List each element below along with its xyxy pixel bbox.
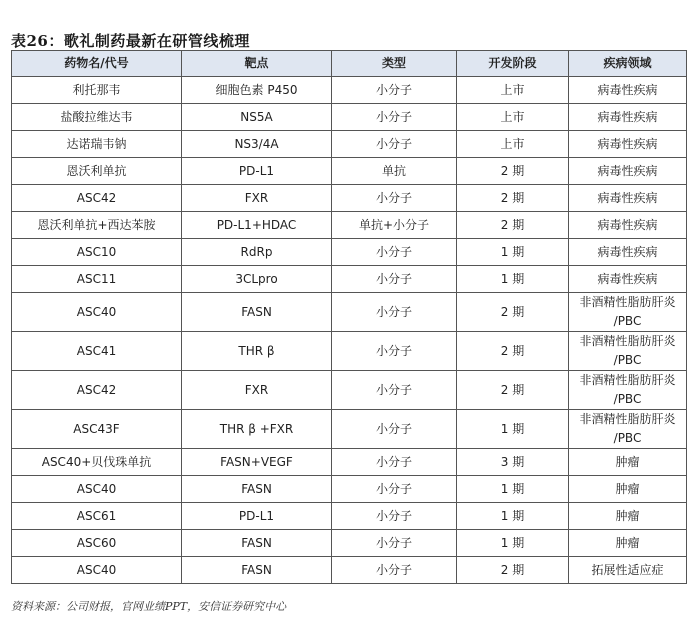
- cell-target: FXR: [182, 371, 332, 410]
- cell-type: 小分子: [332, 239, 457, 266]
- table-title: 表26：歌礼制药最新在研管线梳理: [11, 32, 250, 50]
- cell-disease-area: 肿瘤: [569, 449, 687, 476]
- source-note: 资料来源：公司财报，官网业绩PPT，安信证券研究中心: [11, 600, 287, 613]
- cell-target: NS3/4A: [182, 131, 332, 158]
- cell-disease-area: 非酒精性脂肪肝炎 /PBC: [569, 332, 687, 371]
- cell-disease-area: 病毒性疾病: [569, 104, 687, 131]
- cell-stage: 2 期: [457, 293, 569, 332]
- table-row: [12, 530, 687, 557]
- header-type: 类型: [332, 51, 457, 77]
- table-row: [12, 239, 687, 266]
- cell-drug-name: ASC40: [12, 293, 182, 332]
- table-row: [12, 449, 687, 476]
- table-row: [12, 131, 687, 158]
- table-row: [12, 503, 687, 530]
- cell-type: 小分子: [332, 332, 457, 371]
- cell-stage: 1 期: [457, 530, 569, 557]
- cell-disease-area: 拓展性适应症: [569, 557, 687, 584]
- cell-type: 单抗: [332, 158, 457, 185]
- cell-drug-name: ASC11: [12, 266, 182, 293]
- cell-type: 小分子: [332, 476, 457, 503]
- cell-stage: 2 期: [457, 158, 569, 185]
- cell-disease-area: 病毒性疾病: [569, 131, 687, 158]
- table-row: [12, 410, 687, 449]
- cell-drug-name: ASC43F: [12, 410, 182, 449]
- table-row: [12, 212, 687, 239]
- table-row: [12, 371, 687, 410]
- cell-type: 小分子: [332, 503, 457, 530]
- cell-stage: 1 期: [457, 503, 569, 530]
- cell-target: 细胞色素 P450: [182, 77, 332, 104]
- table-row: [12, 266, 687, 293]
- cell-drug-name: ASC40: [12, 476, 182, 503]
- cell-disease-area: 非酒精性脂肪肝炎 /PBC: [569, 371, 687, 410]
- cell-disease-area: 病毒性疾病: [569, 266, 687, 293]
- cell-disease-area: 病毒性疾病: [569, 239, 687, 266]
- header-drug-name: 药物名/代号: [12, 51, 182, 77]
- table-row: [12, 332, 687, 371]
- cell-type: 小分子: [332, 530, 457, 557]
- cell-disease-area: 非酒精性脂肪肝炎 /PBC: [569, 410, 687, 449]
- header-disease-area: 疾病领域: [569, 51, 687, 77]
- cell-type: 小分子: [332, 449, 457, 476]
- cell-type: 小分子: [332, 557, 457, 584]
- cell-stage: 上市: [457, 77, 569, 104]
- cell-stage: 1 期: [457, 266, 569, 293]
- cell-target: NS5A: [182, 104, 332, 131]
- table-header-row: [12, 51, 687, 77]
- cell-target: FXR: [182, 185, 332, 212]
- cell-drug-name: ASC42: [12, 371, 182, 410]
- cell-drug-name: ASC42: [12, 185, 182, 212]
- cell-stage: 2 期: [457, 185, 569, 212]
- table-row: [12, 557, 687, 584]
- cell-type: 小分子: [332, 185, 457, 212]
- cell-disease-area: 肿瘤: [569, 476, 687, 503]
- cell-drug-name: ASC40: [12, 557, 182, 584]
- cell-type: 单抗+小分子: [332, 212, 457, 239]
- cell-target: THR β +FXR: [182, 410, 332, 449]
- cell-target: PD-L1+HDAC: [182, 212, 332, 239]
- table-row: [12, 185, 687, 212]
- cell-drug-name: 恩沃利单抗+西达苯胺: [12, 212, 182, 239]
- cell-drug-name: ASC10: [12, 239, 182, 266]
- cell-target: FASN: [182, 293, 332, 332]
- cell-target: 3CLpro: [182, 266, 332, 293]
- cell-target: FASN: [182, 557, 332, 584]
- table-body: [12, 77, 687, 584]
- cell-target: PD-L1: [182, 503, 332, 530]
- cell-stage: 2 期: [457, 371, 569, 410]
- cell-stage: 1 期: [457, 410, 569, 449]
- cell-target: THR β: [182, 332, 332, 371]
- cell-stage: 3 期: [457, 449, 569, 476]
- cell-type: 小分子: [332, 371, 457, 410]
- table-row: [12, 77, 687, 104]
- header-stage: 开发阶段: [457, 51, 569, 77]
- cell-disease-area: 病毒性疾病: [569, 212, 687, 239]
- cell-drug-name: ASC41: [12, 332, 182, 371]
- table-row: [12, 476, 687, 503]
- pipeline-table: [11, 50, 687, 584]
- cell-drug-name: 盐酸拉维达韦: [12, 104, 182, 131]
- cell-stage: 1 期: [457, 239, 569, 266]
- cell-stage: 上市: [457, 131, 569, 158]
- cell-disease-area: 肿瘤: [569, 530, 687, 557]
- cell-type: 小分子: [332, 293, 457, 332]
- cell-target: RdRp: [182, 239, 332, 266]
- cell-disease-area: 非酒精性脂肪肝炎 /PBC: [569, 293, 687, 332]
- cell-stage: 上市: [457, 104, 569, 131]
- cell-drug-name: 利托那韦: [12, 77, 182, 104]
- cell-drug-name: 恩沃利单抗: [12, 158, 182, 185]
- cell-drug-name: ASC60: [12, 530, 182, 557]
- cell-disease-area: 病毒性疾病: [569, 77, 687, 104]
- cell-drug-name: 达诺瑞韦钠: [12, 131, 182, 158]
- cell-drug-name: ASC40+贝伐珠单抗: [12, 449, 182, 476]
- cell-target: FASN: [182, 476, 332, 503]
- cell-target: FASN: [182, 530, 332, 557]
- cell-disease-area: 病毒性疾病: [569, 158, 687, 185]
- table-row: [12, 293, 687, 332]
- cell-type: 小分子: [332, 77, 457, 104]
- cell-drug-name: ASC61: [12, 503, 182, 530]
- header-target: 靶点: [182, 51, 332, 77]
- cell-target: PD-L1: [182, 158, 332, 185]
- cell-target: FASN+VEGF: [182, 449, 332, 476]
- cell-stage: 2 期: [457, 557, 569, 584]
- table-row: [12, 158, 687, 185]
- table-row: [12, 104, 687, 131]
- cell-type: 小分子: [332, 131, 457, 158]
- cell-stage: 2 期: [457, 212, 569, 239]
- cell-disease-area: 病毒性疾病: [569, 185, 687, 212]
- cell-stage: 1 期: [457, 476, 569, 503]
- cell-type: 小分子: [332, 104, 457, 131]
- cell-stage: 2 期: [457, 332, 569, 371]
- cell-type: 小分子: [332, 410, 457, 449]
- cell-disease-area: 肿瘤: [569, 503, 687, 530]
- cell-type: 小分子: [332, 266, 457, 293]
